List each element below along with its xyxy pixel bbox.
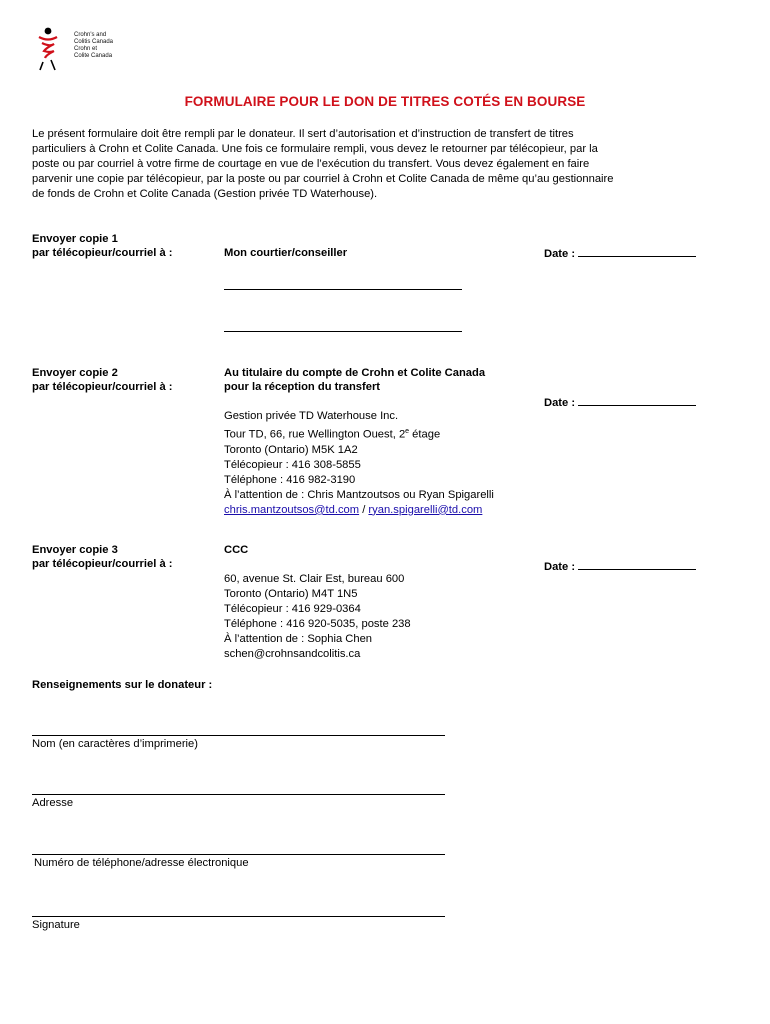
copy3-label	[32, 543, 173, 571]
copy2-address	[224, 409, 494, 518]
copy2-label-line2: par télécopieur/courriel à :	[32, 381, 173, 393]
signature-input-line[interactable]	[32, 916, 445, 917]
phone-line: Téléphone : 416 982-3190	[224, 473, 356, 486]
street-address: Tour TD, 66, rue Wellington Ouest, 2e étage	[224, 428, 441, 441]
copy1-label-line1: Envoyer copie 1	[32, 233, 118, 245]
attention-line: À l’attention de : Chris Mantzoutsos ou Ryan Spigarelli	[224, 488, 494, 501]
copy1-heading: Mon courtier/conseiller	[224, 247, 348, 259]
ribbon-figure-icon	[36, 26, 72, 74]
city-line: Toronto (Ontario) M4T 1N5	[224, 588, 358, 600]
logo-line-2: Colitis Canada	[74, 39, 114, 45]
email-line: schen@crohnsandcolitis.ca	[224, 648, 361, 660]
intro-line: poste ou par courriel à votre firme de courtage en vue de l’exécution du transfert. Vous devez également en faire	[32, 157, 590, 170]
broker-line-2[interactable]	[224, 331, 462, 332]
contact-field-label: Numéro de téléphone/adresse électronique	[34, 857, 249, 869]
address-input-line[interactable]	[32, 794, 445, 795]
city-line: Toronto (Ontario) M5K 1A2	[224, 443, 358, 456]
fax-line: Télécopieur : 416 308-5855	[224, 458, 361, 471]
intro-line: de fonds de Crohn et Colite Canada (Gestion privée TD Waterhouse).	[32, 187, 378, 200]
date-blank[interactable]	[578, 246, 696, 257]
date-blank[interactable]	[578, 395, 696, 406]
fax-line: Télécopieur : 416 929-0364	[224, 603, 361, 615]
donor-heading: Renseignements sur le donateur :	[32, 679, 213, 691]
copy3-label-line2: par télécopieur/courriel à :	[32, 558, 173, 570]
signature-field-label: Signature	[32, 919, 80, 931]
name-field-label: Nom (en caractères d’imprimerie)	[32, 738, 198, 750]
name-input-line[interactable]	[32, 735, 445, 736]
address-field-label: Adresse	[32, 797, 74, 809]
contact-input-line[interactable]	[32, 854, 445, 855]
copy3-address	[224, 572, 411, 662]
company-name: Gestion privée TD Waterhouse Inc.	[224, 410, 399, 422]
email-line: chris.mantzoutsos@td.com / ryan.spigarelli@td.com	[224, 503, 483, 516]
copy3-date-field[interactable]	[544, 559, 696, 573]
copy3-label-line1: Envoyer copie 3	[32, 544, 118, 556]
attention-line: À l’attention de : Sophia Chen	[224, 633, 373, 645]
copy2-label-line1: Envoyer copie 2	[32, 367, 118, 379]
form-title: FORMULAIRE POUR LE DON DE TITRES COTÉS EN BOURSE	[184, 94, 586, 109]
copy2-date-field[interactable]	[544, 395, 696, 409]
logo-line-4: Colite Canada	[74, 53, 113, 59]
date-label: Date :	[544, 397, 576, 409]
date-blank[interactable]	[578, 559, 696, 570]
street-address: 60, avenue St. Clair Est, bureau 600	[224, 573, 405, 585]
phone-line: Téléphone : 416 920-5035, poste 238	[224, 618, 411, 630]
copy1-date-field[interactable]	[544, 246, 696, 260]
email-link-ryan[interactable]: ryan.spigarelli@td.com	[368, 503, 483, 516]
crohn-colitis-logo	[36, 26, 136, 74]
copy1-label-line2: par télécopieur/courriel à :	[32, 247, 173, 259]
broker-line-1[interactable]	[224, 289, 462, 290]
copy1-label	[32, 232, 173, 260]
date-label: Date :	[544, 248, 576, 260]
intro-line: particuliers à Crohn et Colite Canada. Une fois ce formulaire rempli, vous devez le retourner par télécopieur, par la	[32, 142, 598, 155]
copy3-heading: CCC	[224, 544, 249, 556]
date-label: Date :	[544, 561, 576, 573]
copy2-heading-line1: Au titulaire du compte de Crohn et Colite Canada	[224, 367, 486, 379]
copy2-heading	[224, 366, 485, 394]
copy2-label	[32, 366, 173, 394]
logo-line-3: Crohn et	[74, 46, 98, 52]
intro-paragraph	[32, 127, 722, 202]
copy2-heading-line2: pour la réception du transfert	[224, 381, 381, 393]
email-link-chris[interactable]: chris.mantzoutsos@td.com	[224, 503, 360, 516]
logo-line-1: Crohn's and	[74, 32, 107, 38]
intro-line: parvenir une copie par télécopieur, par la poste ou par courriel à Crohn et Colite Canada de même qu’au gestionnaire	[32, 172, 614, 185]
intro-line: Le présent formulaire doit être rempli par le donateur. Il sert d’autorisation et d’instruction de transfert de titres	[32, 128, 574, 140]
